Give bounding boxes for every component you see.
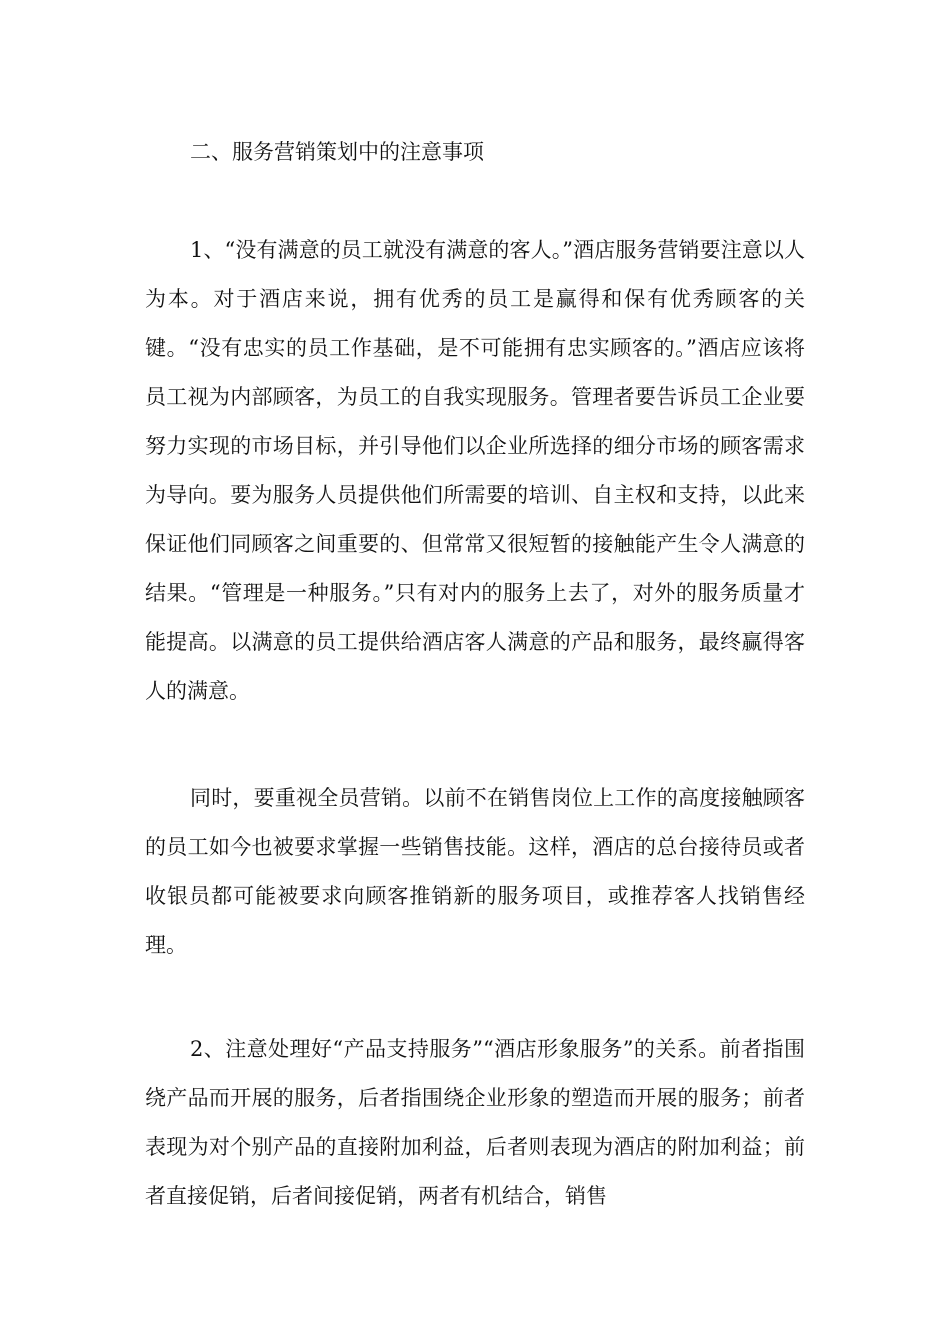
paragraph-full-staff-marketing: 同时，要重视全员营销。以前不在销售岗位上工作的高度接触顾客的员工如今也被要求掌握一些销售技能。这样，酒店的总台接待员或者收银员都可能被要求向顾客推销新的服务项目，或推荐客人找销售经理。: [145, 786, 805, 957]
paragraph-product-vs-image-service: 2、注意处理好“产品支持服务”“酒店形象服务”的关系。前者指围绕产品而开展的服务，后者指围绕企业形象的塑造而开展的服务；前者表现为对个别产品的直接附加利益，后者则表现为酒店的附加利益；前者直接促销，后者间接促销，两者有机结合，销售: [145, 1037, 805, 1208]
paragraph-employee-satisfaction: 1、“没有满意的员工就没有满意的客人。”酒店服务营销要注意以人为本。对于酒店来说，拥有优秀的员工是赢得和保有优秀顾客的关键。“没有忠实的员工作基础，是不可能拥有忠实顾客的。”酒店应该将员工视为内部顾客，为员工的自我实现服务。管理者要告诉员工企业要努力实现的市场目标，并引导他们以企业所选择的细分市场的顾客需求为导向。要为服务人员提供他们所需要的培训、自主权和支持，以此来保证他们同顾客之间重要的、但常常又很短暂的接触能产生令人满意的结果。“管理是一种服务。”只有对内的服务上去了，对外的服务质量才能提高。以满意的员工提供给酒店客人满意的产品和服务，最终赢得客人的满意。: [145, 238, 805, 703]
section-heading: 二、服务营销策划中的注意事项: [190, 140, 484, 164]
